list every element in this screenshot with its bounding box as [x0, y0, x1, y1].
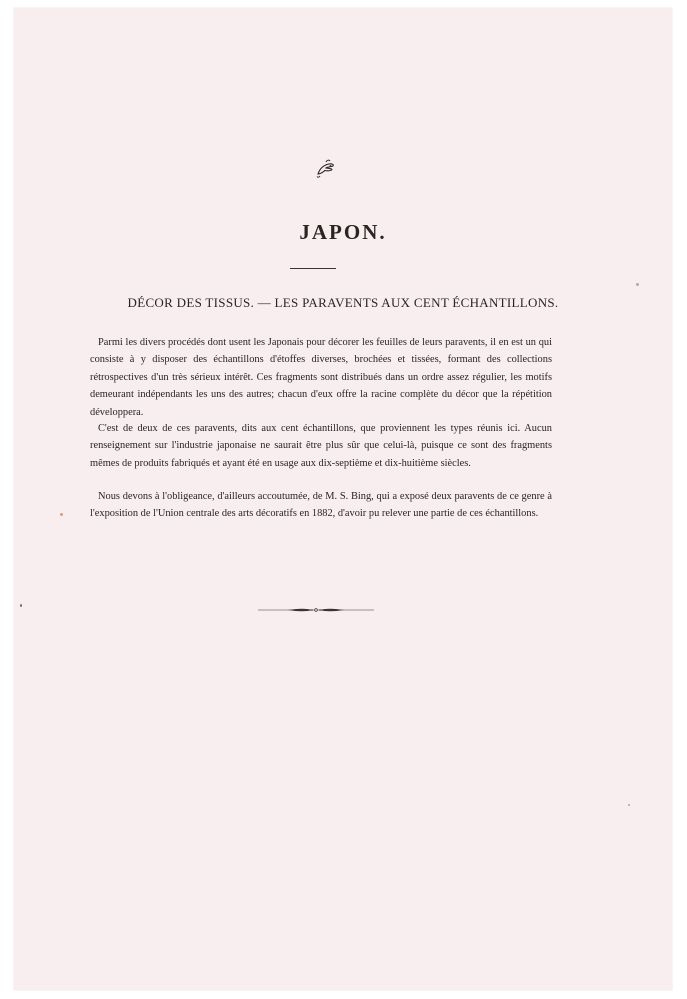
title-divider	[290, 268, 336, 269]
page-title: JAPON.	[299, 220, 387, 244]
fleuron-hand-icon	[314, 156, 338, 180]
paper-speck	[60, 513, 63, 516]
paper-speck	[20, 604, 22, 607]
section-subtitle: DÉCOR DES TISSUS. — LES PARAVENTS AUX CENT ÉCHANTILLONS.	[127, 295, 559, 310]
paper-speck	[628, 804, 630, 806]
paragraph-2: C'est de deux de ces paravents, dits aux cent échantillons, que proviennent les types réunis ici. Aucun renseignement sur l'industrie japonaise ne saurait être plus sûr que celui-là, puisque ce sont des fragments mêmes de produits fabriqués et ayant été en usage aux dix-septième et dix-huitième siècles.	[90, 423, 552, 469]
paper-speck	[636, 283, 639, 286]
paragraph-3: Nous devons à l'obligeance, d'ailleurs accoutumée, de M. S. Bing, qui a exposé deux paravents de ce genre à l'exposition de l'Union centrale des arts décoratifs en 1882, d'avoir pu relever une partie de ces échantillons.	[90, 491, 552, 520]
paragraph-1: Parmi les divers procédés dont usent les Japonais pour décorer les feuilles de leurs paravents, il en est un qui consiste à y disposer des échantillons d'étoffes diverses, brochées et tissées, formant des collections rétrospectives d'un très sérieux intérêt. Ces fragments sont distribués dans un ordre assez régulier, les motifs demeurant indépendants les uns des autres; chacun d'eux offre la racine complète du décor que la répétition développera.	[90, 337, 552, 418]
ornamental-rule	[258, 606, 374, 614]
paper-sheet	[14, 8, 672, 990]
